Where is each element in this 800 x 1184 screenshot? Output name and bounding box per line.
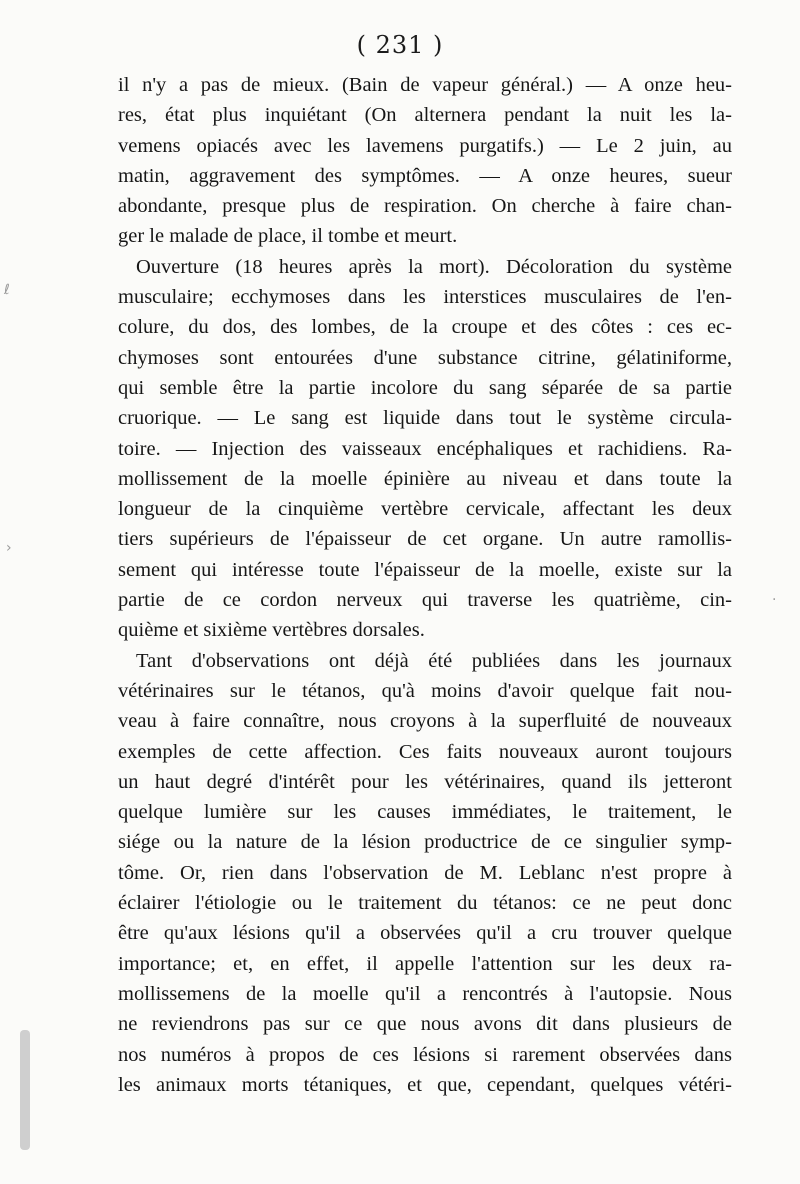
text-line: vemens opiacés avec les lavemens purgatifs.) — Le 2 juin, au	[118, 134, 732, 157]
text-line: importance; et, en effet, il appelle l'attention sur les deux ra-	[118, 952, 732, 975]
text-line: exemples de cette affection. Ces faits nouveaux auront toujours	[118, 740, 732, 763]
text-line: mollissemens de la moelle qu'il a rencontrés à l'autopsie. Nous	[118, 982, 732, 1005]
text-line: musculaire; ecchymoses dans les interstices musculaires de l'en-	[118, 286, 732, 309]
text-line: partie de ce cordon nerveux qui traverse les quatrième, cin-	[118, 589, 732, 612]
text-line: éclairer l'étiologie ou le traitement du tétanos: ce ne peut donc	[118, 892, 732, 915]
text-line: un haut degré d'intérêt pour les vétérinaires, quand ils jetteront	[118, 770, 732, 793]
text-line: longueur de la cinquième vertèbre cervicale, affectant les deux	[118, 498, 732, 521]
text-line: matin, aggravement des symptômes. — A onze heures, sueur	[118, 164, 732, 187]
text-line: quième et sixième vertèbres dorsales.	[118, 619, 425, 642]
text-line: veau à faire connaître, nous croyons à la superfluité de nouveaux	[118, 710, 732, 733]
text-line: qui semble être la partie incolore du sang séparée de sa partie	[118, 376, 732, 399]
text-line: Ouverture (18 heures après la mort). Décoloration du système	[136, 255, 732, 278]
text-line: colure, du dos, des lombes, de la croupe et des côtes : ces ec-	[118, 316, 732, 339]
text-line: cruorique. — Le sang est liquide dans tout le système circula-	[118, 407, 732, 430]
margin-mark: ·	[772, 592, 777, 608]
text-line: vétérinaires sur le tétanos, qu'à moins d'avoir quelque fait nou-	[118, 679, 732, 702]
text-line: abondante, presque plus de respiration. On cherche à faire chan-	[118, 195, 732, 218]
text-line: chymoses sont entourées d'une substance citrine, gélatiniforme,	[118, 346, 732, 369]
text-line: les animaux morts tétaniques, et que, cependant, quelques vétéri-	[118, 1073, 732, 1096]
body-text	[118, 70, 732, 1100]
text-line: Tant d'observations ont déjà été publiées dans les journaux	[136, 649, 732, 672]
text-line: siége ou la nature de la lésion productrice de ce singulier symp-	[118, 831, 732, 854]
text-line: nos numéros à propos de ces lésions si rarement observées dans	[118, 1043, 732, 1066]
paragraph-2	[118, 252, 732, 646]
margin-mark: ℓ	[4, 282, 10, 298]
text-line: res, état plus inquiétant (On alternera pendant la nuit les la-	[118, 104, 732, 127]
paragraph-3	[118, 646, 732, 1100]
text-line: mollissement de la moelle épinière au niveau et dans toute la	[118, 467, 732, 490]
text-line: ger le malade de place, il tombe et meurt.	[118, 225, 458, 248]
text-line: être qu'aux lésions qu'il a observées qu'il a cru trouver quelque	[118, 922, 732, 945]
text-line: sement qui intéresse toute l'épaisseur de la moelle, existe sur la	[118, 558, 732, 581]
page-edge-shadow	[20, 1030, 30, 1150]
paragraph-1	[118, 70, 732, 252]
text-line: quelque lumière sur les causes immédiates, le traitement, le	[118, 801, 732, 824]
text-line: toire. — Injection des vaisseaux encéphaliques et rachidiens. Ra-	[118, 437, 732, 460]
margin-mark: ›	[6, 540, 12, 556]
text-line: il n'y a pas de mieux. (Bain de vapeur général.) — A onze heu-	[118, 74, 732, 96]
text-line: tôme. Or, rien dans l'observation de M. Leblanc n'est propre à	[118, 861, 732, 884]
text-line: tiers supérieurs de l'épaisseur de cet organe. Un autre ramollis-	[118, 528, 732, 551]
page-number: ( 231 )	[356, 31, 444, 59]
text-line: ne reviendrons pas sur ce que nous avons dit dans plusieurs de	[118, 1013, 732, 1036]
